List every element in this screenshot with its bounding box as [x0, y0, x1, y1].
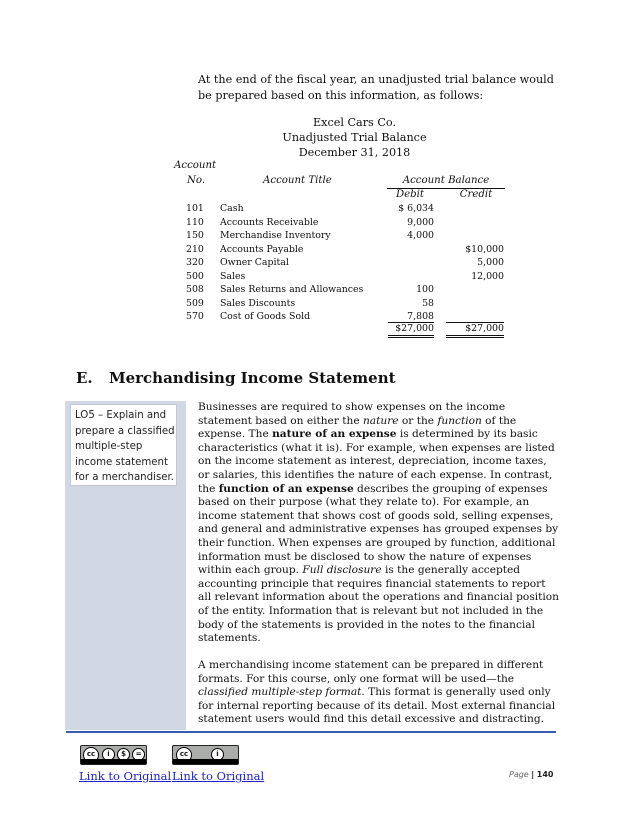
debit-value: 58 [422, 297, 434, 309]
by-icon: i [102, 748, 115, 761]
table-row [186, 270, 506, 284]
intro-paragraph: At the end of the fiscal year, an unadjusted trial balance would be prepared based on this information, as follows: [198, 73, 554, 102]
account-number: 210 [186, 243, 204, 255]
debit-double-rule-2 [388, 337, 434, 338]
page-separator: | [531, 770, 535, 779]
text-run: A merchandising income statement can be prepared in different formats. For this course, only one format will be used—the [198, 659, 544, 685]
debit-value: 4,000 [407, 230, 434, 241]
table-row [186, 297, 506, 311]
text-run: . This format is generally used only for internal reporting because of its detail. Most external financial statement users would find this detail excessive and distracting. [198, 686, 556, 726]
term-nature: nature [362, 414, 399, 427]
link-to-original-2[interactable]: Link to Original [172, 769, 265, 783]
section-letter: E. [76, 369, 93, 387]
debit-total: $27,000 [395, 323, 434, 334]
account-title: Sales [220, 270, 246, 282]
section-title: Merchandising Income Statement [109, 369, 396, 387]
account-number: 101 [186, 203, 204, 214]
term-function: function [437, 414, 482, 427]
debit-double-rule-1 [388, 335, 434, 336]
account-number: 570 [186, 311, 204, 322]
cc-icon: cc [83, 747, 99, 763]
debit-value: 9,000 [407, 216, 434, 228]
text-run: is the generally accepted accounting principle that requires financial statements to report all relevant information about the operations and financial position of the entity. Information that is relevant but not included in the body of the statements is provided in the notes to the financial statements. [198, 564, 559, 645]
page-number [509, 770, 553, 779]
badge-strip [81, 759, 146, 764]
text-run: Businesses are required to show expenses on the income statement based on either the [198, 401, 506, 427]
table-row [186, 216, 506, 230]
credit-total: $27,000 [465, 323, 504, 334]
col-debit-heading: Debit [395, 189, 425, 200]
account-number: 500 [186, 270, 204, 282]
page-label: Page [509, 770, 529, 779]
account-number: 110 [186, 216, 204, 228]
table-row [186, 243, 506, 257]
statement-date: December 31, 2018 [298, 146, 411, 159]
trial-balance-rows [186, 202, 506, 324]
col-balance-heading: Account Balance [402, 175, 490, 186]
cc-icon: cc [176, 747, 192, 763]
table-row [186, 283, 506, 297]
text-run: or the [398, 414, 438, 427]
term-nature-of-expense: nature of an expense [272, 428, 397, 441]
account-title: Cash [220, 203, 244, 214]
credit-value: 5,000 [477, 257, 504, 268]
credit-double-rule-1 [446, 335, 504, 336]
account-title: Merchandise Inventory [220, 230, 331, 241]
nd-icon: = [132, 748, 145, 761]
credit-double-rule-2 [446, 337, 504, 338]
badge-strip [173, 759, 238, 764]
text-run: is determined by its basic characteristics (what it is). For example, when expenses are listed on the income statement as interest, depreciation, income taxes, or salaries, this identifies the nature of each expense. In contrast, the [198, 428, 555, 495]
col-no-heading: No. [187, 175, 206, 186]
body-paragraph-1 [198, 401, 560, 646]
table-row [186, 229, 506, 243]
page-number-value: 140 [536, 770, 554, 779]
text-run: of the expense. The [198, 414, 517, 441]
company-name: Excel Cars Co. [312, 116, 397, 129]
account-title: Owner Capital [220, 257, 289, 268]
account-number: 150 [186, 230, 204, 241]
account-title: Accounts Payable [220, 243, 304, 255]
body-paragraph-2 [198, 659, 560, 727]
col-title-heading: Account Title [263, 175, 332, 186]
credit-value: $10,000 [465, 243, 504, 255]
credit-value: 12,000 [471, 270, 504, 282]
cc-by-badge[interactable] [172, 745, 239, 765]
text-run: describes the grouping of expenses based on their purpose (what they relate to). For example, an income statement that shows cost of goods sold, selling expenses, and general and administrative expenses has grouped expenses by their function. When expenses are grouped by function, additional information must be disclosed to show the nature of expenses within each group. [198, 482, 559, 577]
learning-objective-text: LO5 – Explain and prepare a classified multiple-step income statement for a merchandiser. [70, 404, 177, 486]
table-row [186, 256, 506, 270]
debit-value: 100 [416, 284, 434, 295]
learning-objective-sidebar [65, 401, 186, 730]
nc-icon: $ [117, 748, 130, 761]
col-account-heading: Account [174, 160, 217, 171]
term-full-disclosure: Full disclosure [302, 564, 382, 577]
term-classified-multiple-step: classified multiple-step format [198, 686, 362, 699]
term-function-of-expense: function of an expense [218, 482, 354, 495]
account-title: Sales Discounts [220, 297, 296, 309]
account-number: 509 [186, 297, 204, 309]
by-icon: i [211, 748, 224, 761]
cc-by-nc-nd-badge[interactable] [80, 745, 147, 765]
link-to-original-1[interactable]: Link to Original [79, 769, 172, 783]
debit-value: $ 6,034 [398, 203, 434, 214]
account-number: 508 [186, 284, 204, 295]
statement-title: Unadjusted Trial Balance [282, 131, 427, 144]
col-credit-heading: Credit [459, 189, 493, 200]
table-row [186, 202, 506, 216]
account-title: Sales Returns and Allowances [220, 284, 364, 295]
account-title: Cost of Goods Sold [220, 311, 311, 322]
account-title: Accounts Receivable [220, 216, 319, 228]
debit-value: 7,808 [407, 311, 434, 322]
footer-divider [66, 731, 556, 733]
account-number: 320 [186, 257, 204, 268]
